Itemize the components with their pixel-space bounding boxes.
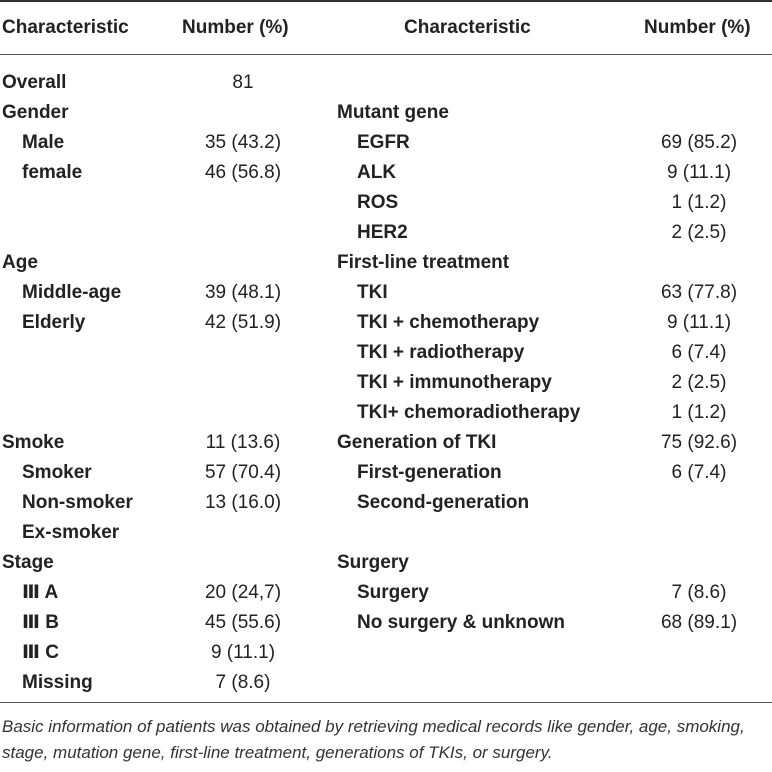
right-row-label: Generation of TKI [337,432,497,453]
right-row-label: Surgery [357,582,429,603]
right-row-label: TKI+ chemoradiotherapy [357,402,581,423]
right-row-value: 1 (1.2) [671,402,727,423]
left-row-label: female [22,162,83,183]
left-row-label: Ⅲ C [22,642,59,663]
left-row-value: 81 [232,72,254,93]
bottom-rule [0,702,772,703]
left-row-label: Smoke [2,432,65,453]
left-row-value: 20 (24,7) [204,582,282,603]
right-row-label: HER2 [357,222,408,243]
left-row-label: Ⅲ B [22,612,59,633]
table-footnote: Basic information of patients was obtained by retrieving medical records like gender, age, smoking, stage, mutation gene, first-line treatment, generations of TKIs, or surgery. [2,717,745,762]
left-row-label: Stage [2,552,54,573]
right-row-value: 2 (2.5) [671,222,727,243]
header-characteristic-right: Characteristic [404,17,531,38]
left-row-label: Non-smoker [22,492,133,513]
header-characteristic-left: Characteristic [2,17,129,38]
right-row-value: 9 (11.1) [666,312,732,333]
right-row-value: 9 (11.1) [666,162,732,183]
left-row-label: Age [2,252,38,273]
header-number-left: Number (%) [182,17,289,38]
right-row-value: 1 (1.2) [671,192,727,213]
right-row-label: EGFR [357,132,410,153]
left-row-label: Ⅲ A [22,582,59,603]
left-row-value: 39 (48.1) [204,282,282,303]
right-row-label: TKI + chemotherapy [357,312,540,333]
header-number-right: Number (%) [644,17,751,38]
right-row-label: TKI [357,282,388,303]
left-row-value: 45 (55.6) [204,612,282,633]
left-row-value: 9 (11.1) [210,642,276,663]
left-row-label: Missing [22,672,93,693]
right-row-value: 63 (77.8) [660,282,738,303]
left-row-value: 57 (70.4) [204,462,282,483]
left-row-value: 46 (56.8) [204,162,282,183]
right-row-value: 2 (2.5) [671,372,727,393]
left-row-label: Elderly [22,312,86,333]
right-row-label: ROS [357,192,399,213]
right-row-label: First-line treatment [337,252,510,273]
right-row-value: 75 (92.6) [660,432,738,453]
right-row-label: No surgery & unknown [357,612,565,633]
left-row-value: 13 (16.0) [204,492,282,513]
right-row-label: TKI + immunotherapy [357,372,552,393]
left-row-label: Overall [2,72,67,93]
left-row-label: Gender [2,102,69,123]
right-row-value: 6 (7.4) [671,462,727,483]
left-row-label: Male [22,132,65,153]
right-row-value: 69 (85.2) [660,132,738,153]
right-row-value: 7 (8.6) [671,582,727,603]
left-row-label: Smoker [22,462,92,483]
right-row-label: First-generation [357,462,502,483]
left-row-value: 7 (8.6) [215,672,271,693]
header-rule [0,54,772,55]
right-row-value: 6 (7.4) [671,342,727,363]
right-row-label: Surgery [337,552,409,573]
right-row-label: TKI + radiotherapy [357,342,525,363]
right-row-value: 68 (89.1) [660,612,738,633]
left-row-value: 42 (51.9) [204,312,282,333]
left-row-value: 35 (43.2) [204,132,282,153]
top-rule [0,0,772,2]
right-row-label: Second-generation [357,492,530,513]
left-row-value: 11 (13.6) [205,432,281,453]
right-row-label: Mutant gene [337,102,449,123]
right-row-label: ALK [357,162,397,183]
left-row-label: Ex-smoker [22,522,120,543]
left-row-label: Middle-age [22,282,122,303]
